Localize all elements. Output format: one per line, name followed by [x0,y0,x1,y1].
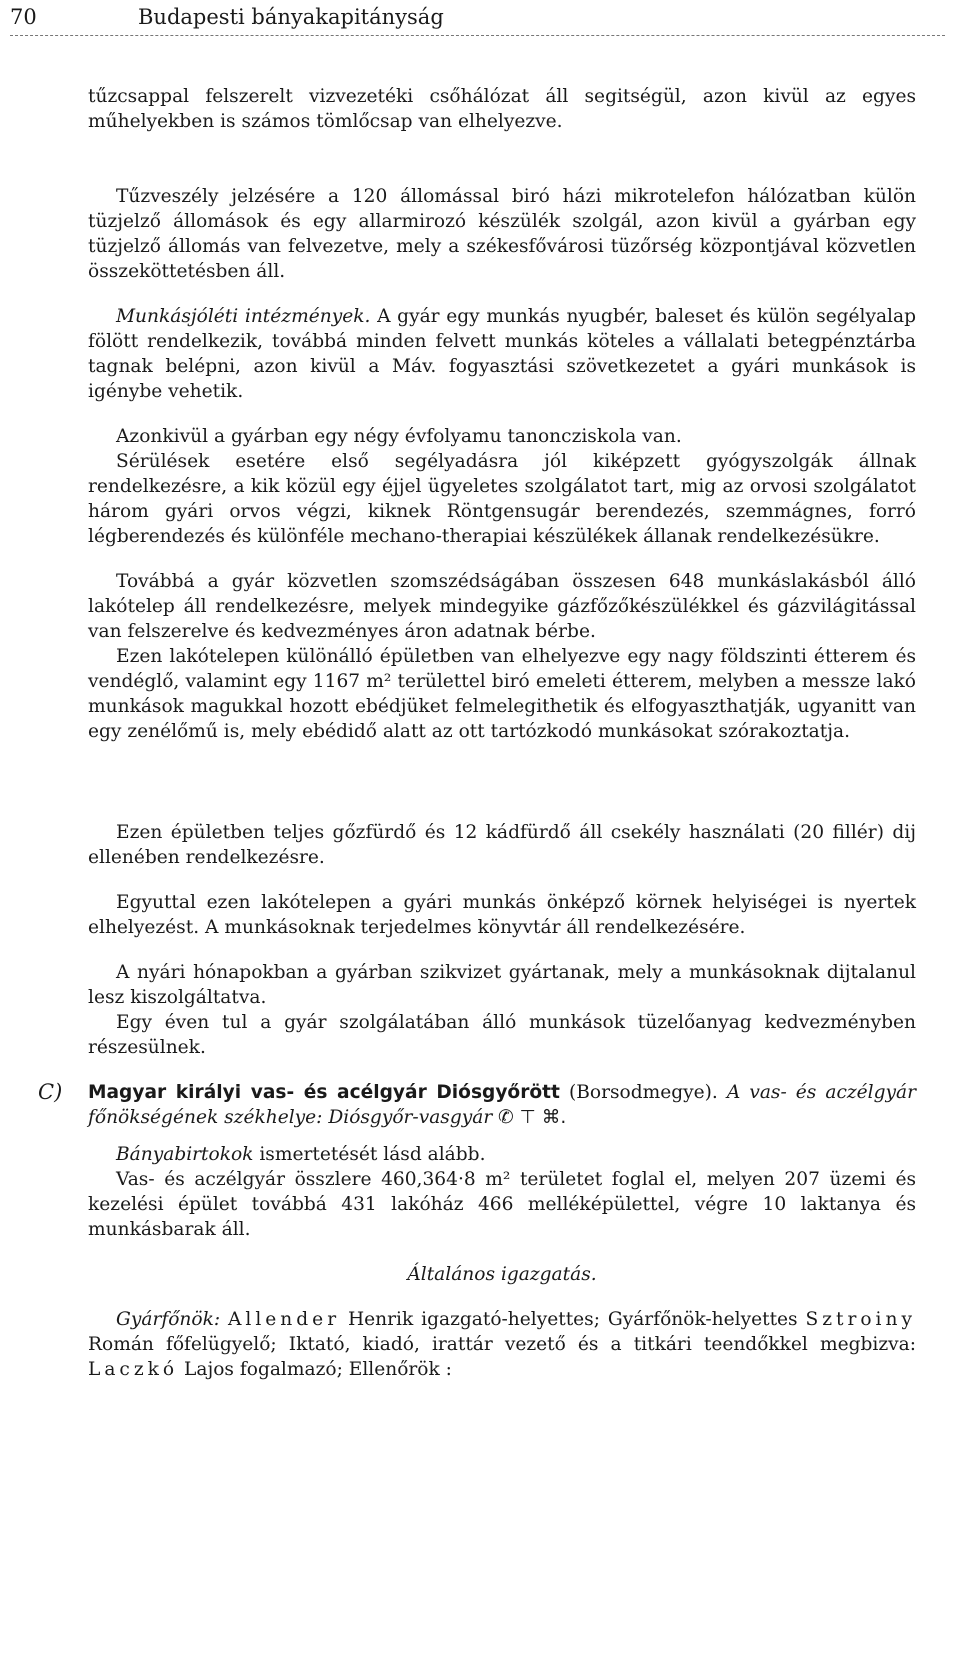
personnel-text-1: Henrik igazgató-helyettes; Gyárfőnök-helyettes [340,1309,806,1330]
section-c-title [38,1080,917,1130]
section-marker: C) [38,1080,63,1104]
banyabirtokok-lead: Bányabirtokok [116,1144,254,1165]
factory-name: Magyar királyi vas- és acélgyár Diósgyőrött [88,1082,560,1103]
paragraph-area: Vas- és aczélgyár összlere 460,364·8 m² területet foglal el, melyen 207 üzemi és kezelési épület továbbá 431 lakóház 466 melléképülettel, végre 10 laktanya és munkásbarak áll. [88,1169,916,1240]
seat-info: A vas- és aczélgyár főnökségének székhelye: Diósgyőr-vasgyár [88,1082,917,1128]
heading-altalanos-igazgatas: Általános igazgatás. [407,1264,597,1285]
paragraph-banyabirtokok [88,1142,916,1167]
paragraph-7: Ezen lakótelepen különálló épületben van elhelyezve egy nagy földszinti étterem és vendéglő, valamint egy 1167 m² területtel biró emeleti étterem, melyben a messze lakó munkások magukkal hozott ebédjüket felmelegithetik és elfogyaszthatják, ugyanitt van egy zenélőmű is, mely ebédidő alatt az ott tartózkodó munkásokat szórakoztatja. [88,646,916,742]
running-title: Budapesti bányakapitányság [138,5,444,29]
personnel-text-3: Lajos fogalmazó; Ellenőrök : [178,1359,452,1380]
paragraph-6: Továbbá a gyár közvetlen szomszédságában összesen 648 munkáslakásból álló lakótelep áll rendelkezésre, melyek mindegyike gázfőzőkészülékkel és gázvilágitással van felszerelve és kedvezményes áron adatnak bérbe. [88,571,916,642]
telephone-telegraph-railway-icon: ✆ ⊤ ⌘. [492,1107,567,1128]
paragraph-5: Sérülések esetére első segélyadásra jól kiképzett gyógyszolgák állnak rendelkezésre, a kik közül egy éjjel ügyeletes szolgálatot tart, mig az orvosi szolgálatot három gyári orvos végzi, kiknek Röntgensugár berendezés, szemmágnes, forró légberendezés és különféle mechano-therapiai készülékek állanak rendelkezésükre. [88,451,916,547]
county: (Borsodmegye). [559,1082,727,1103]
paragraph-8: Ezen épületben teljes gőzfürdő és 12 kádfürdő áll csekély használati (20 fillér) dij ellenében rendelkezésre. [88,822,916,868]
person-sztroiny: Sztroiny [805,1309,916,1330]
person-laczko: Laczkó [88,1359,179,1380]
paragraph-11: Egy éven tul a gyár szolgálatában álló munkások tüzelőanyag kedvezményben részesülnek. [88,1012,916,1058]
personnel-lead: Gyárfőnök: [116,1309,221,1330]
section-lead-munkasjoleti: Munkásjóléti intézmények. [116,306,371,327]
page-number: 70 [10,5,37,29]
paragraph-personnel [88,1307,916,1382]
paragraph-1: tűzcsappal felszerelt vizvezetéki csőhálózat áll segitségül, azon kivül az egyes műhelyekben is számos tömlőcsap van elhelyezve. [88,86,916,132]
banyabirtokok-text: ismertetését lásd alább. [253,1144,486,1165]
page-body [38,84,917,1382]
paragraph-4: Azonkivül a gyárban egy négy évfolyamu tanoncziskola van. [116,426,682,447]
paragraph-3 [88,304,916,404]
person-allender: Allender [227,1309,341,1330]
paragraph-3-text: A gyár egy munkás nyugbér, baleset és külön segélyalap fölött rendelkezik, továbbá minden felvett munkás köteles a vállalati betegpénztárba tagnak belépni, azon kivül a Máv. fogyasztási szövetkezetet a gyári munkások is igénybe vehetik. [88,306,916,402]
paragraph-2: Tűzveszély jelzésére a 120 állomással biró házi mikrotelefon hálózatban külön tüzjelző állomások és egy allarmirozó készülék szolgál, azon kivül a gyárban egy tüzjelző állomás van felvezetve, mely a székesfővárosi tüzőrség központjával közvetlen összeköttetésben áll. [88,186,916,282]
header-rule [10,35,945,36]
personnel-text-2: Román főfelügyelő; Iktató, kiadó, irattár vezető és a titkári teendőkkel megbizva: [88,1334,916,1355]
paragraph-9: Egyuttal ezen lakótelepen a gyári munkás önképző körnek helyiségei is nyertek elhelyezést. A munkásoknak terjedelmes könyvtár áll rendelkezésére. [88,892,916,938]
paragraph-10: A nyári hónapokban a gyárban szikvizet gyártanak, mely a munkásoknak dijtalanul lesz kiszolgáltatva. [88,962,916,1008]
